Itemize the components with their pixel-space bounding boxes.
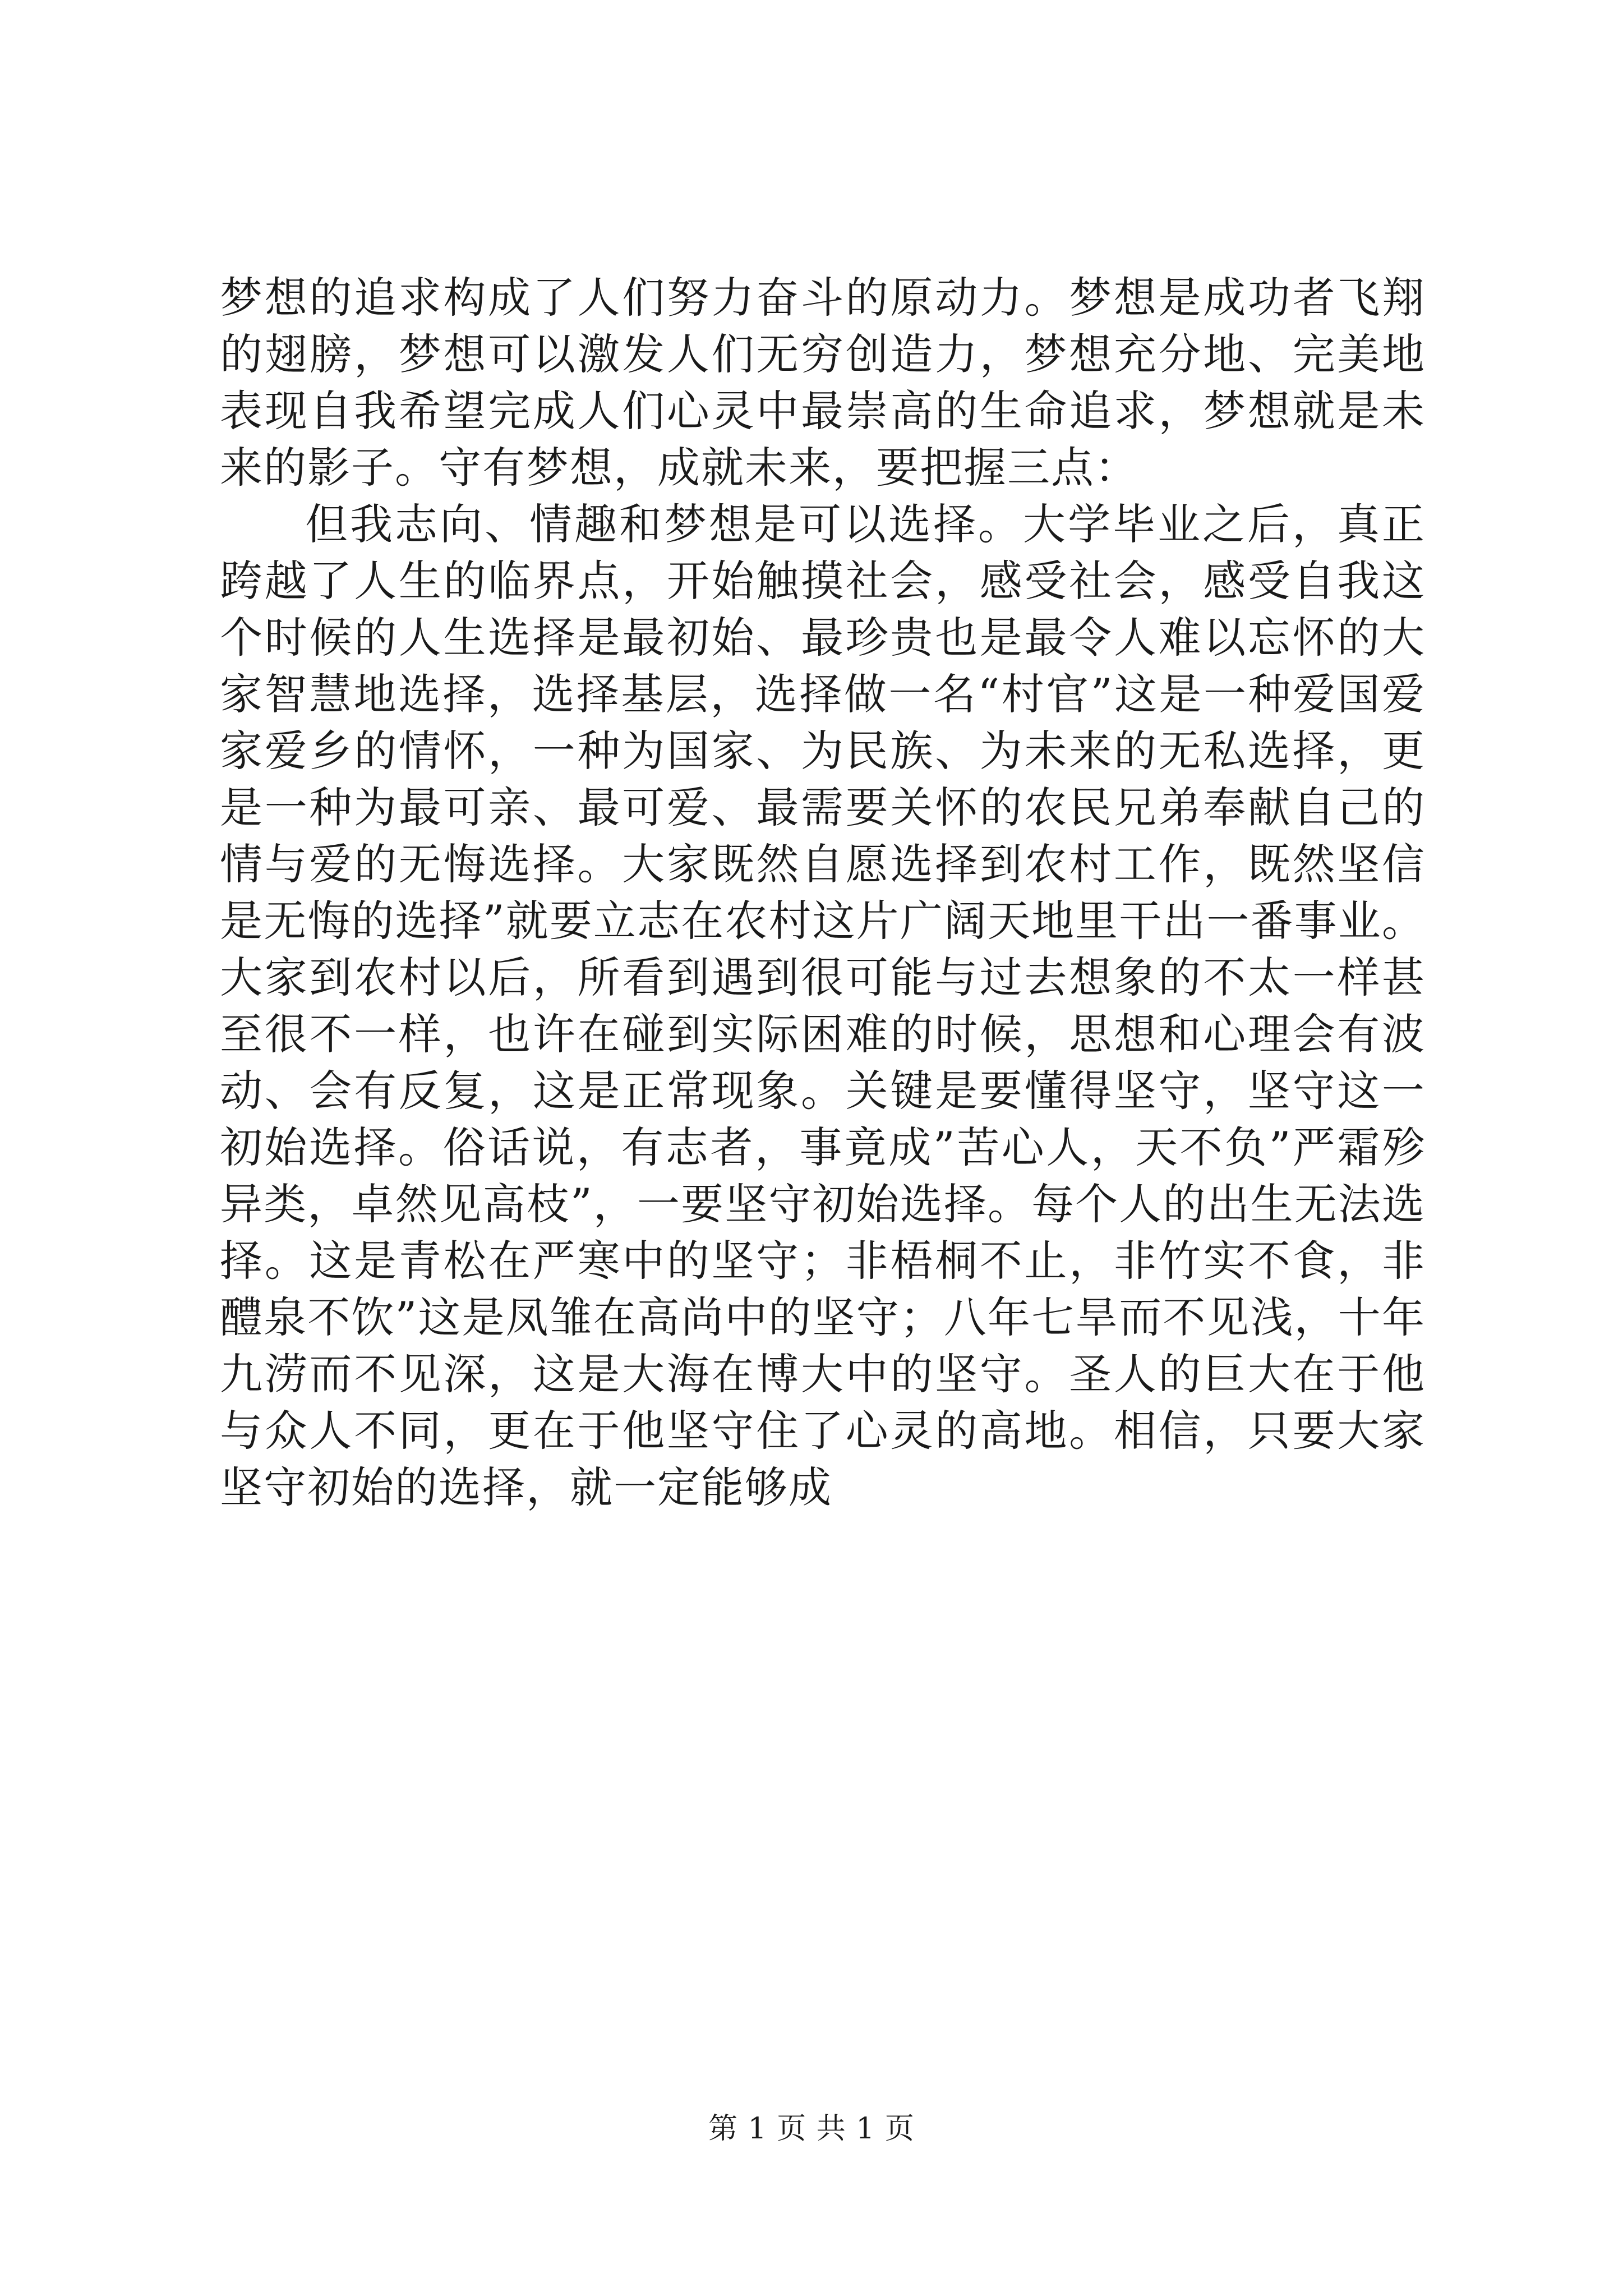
paragraph-1: 梦想的追求构成了人们努力奋斗的原动力。梦想是成功者飞翔的翅膀，梦想可以激发人们无穷创造力，梦想充分地、完美地表现自我希望完成人们心灵中最崇高的生命追求，梦想就是未来的影子。守有梦想，成就未来，要把握三点：: [220, 273, 1426, 493]
document-body: [220, 269, 1426, 1516]
paragraph-2: 但我志向、情趣和梦想是可以选择。大学毕业之后，真正跨越了人生的临界点，开始触摸社会，感受社会，感受自我这个时候的人生选择是最初始、最珍贵也是最令人难以忘怀的大家智慧地选择，选择基层，选择做一名“村官”这是一种爱国爱家爱乡的情怀，一种为国家、为民族、为未来的无私选择，更是一种为最可亲、最可爱、最需要关怀的农民兄弟奉献自己的情与爱的无悔选择。大家既然自愿选择到农村工作，既然坚信是无悔的选择”就要立志在农村这片广阔天地里干出一番事业。大家到农村以后，所看到遇到很可能与过去想象的不太一样甚至很不一样，也许在碰到实际困难的时候，思想和心理会有波动、会有反复，这是正常现象。关键是要懂得坚守，坚守这一初始选择。俗话说，有志者，事竟成”苦心人，天不负”严霜殄异类，卓然见高枝”，一要坚守初始选择。每个人的出生无法选择。这是青松在严寒中的坚守；非梧桐不止，非竹实不食，非醴泉不饮”这是凤雏在高尚中的坚守；八年七旱而不见浅，十年九涝而不见深，这是大海在博大中的坚守。圣人的巨大在于他与众人不同，更在于他坚守住了心灵的高地。相信，只要大家坚守初始的选择，就一定能够成: [220, 499, 1426, 1512]
page-footer: 第 1 页 共 1 页: [708, 2112, 915, 2146]
